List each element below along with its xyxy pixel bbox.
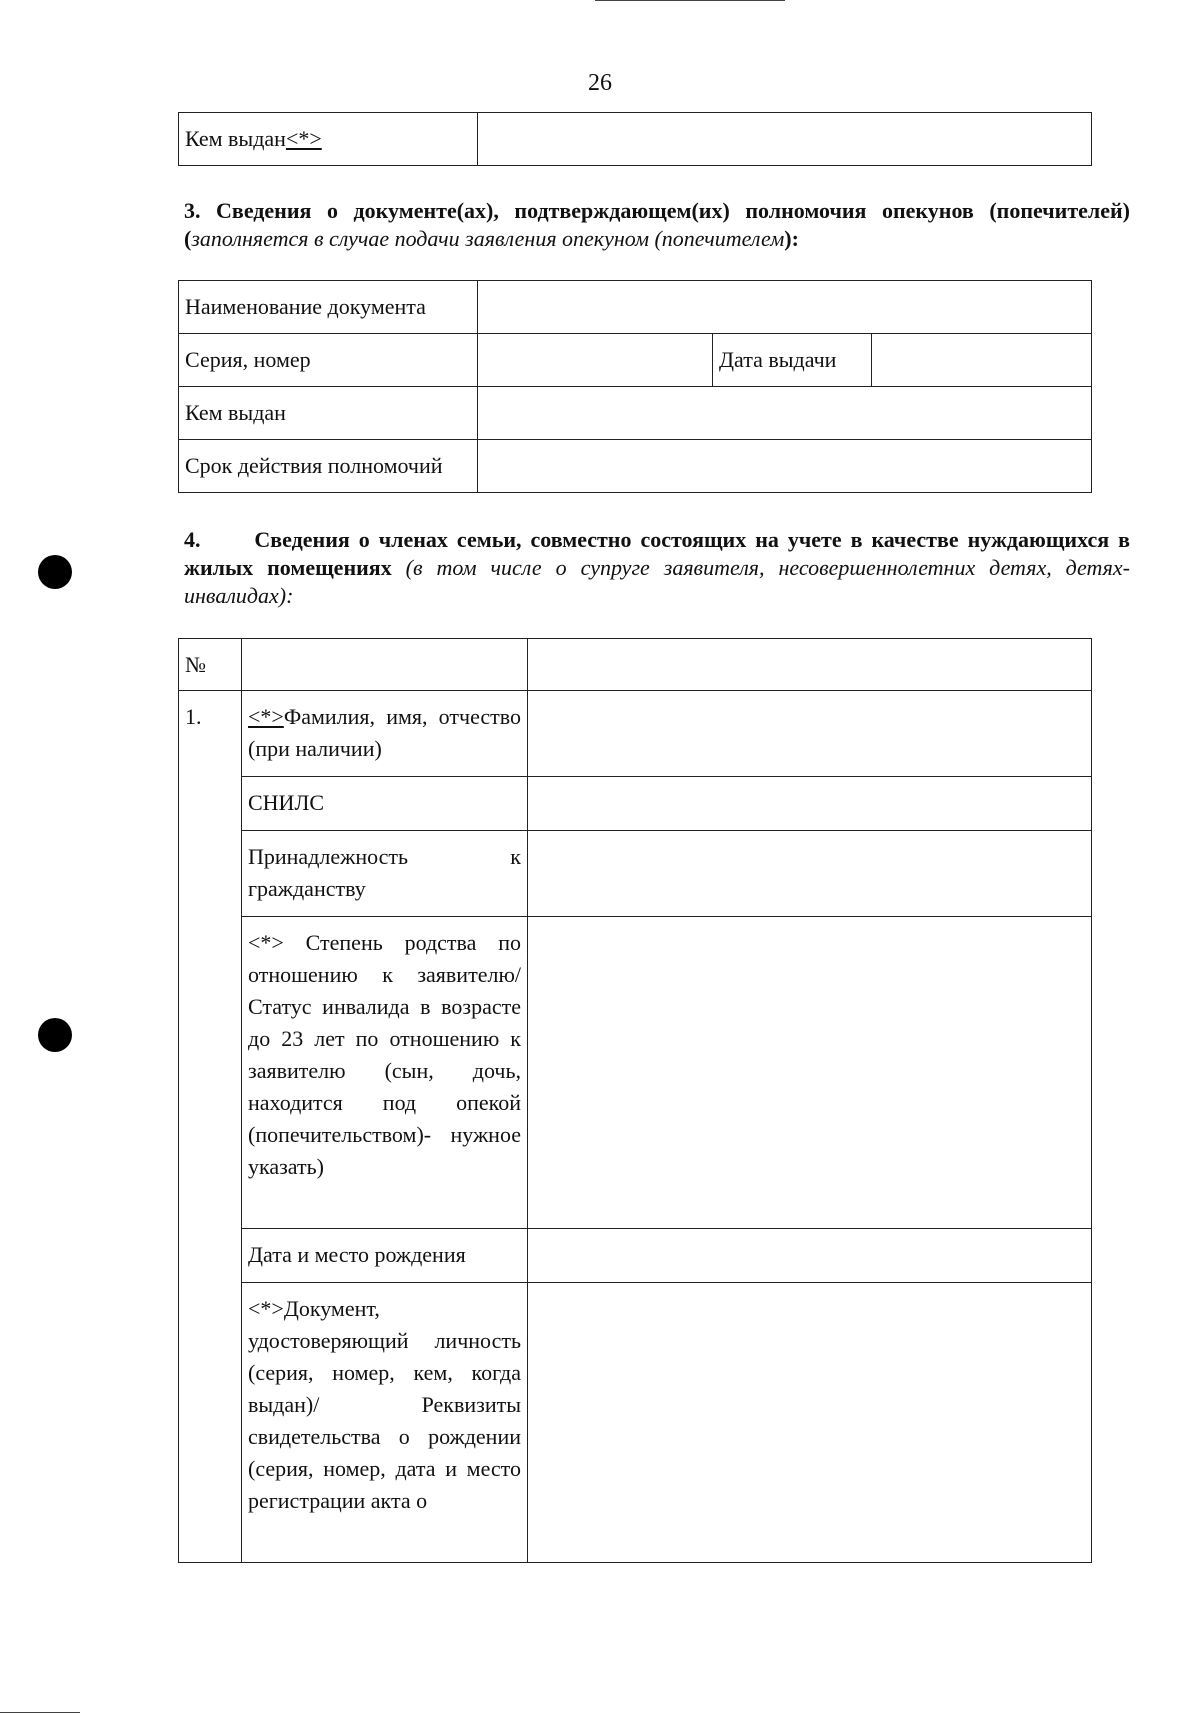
guardian-document-table (178, 280, 1092, 493)
issued-by-marker: <*> (285, 126, 322, 151)
validity-field[interactable] (478, 440, 1092, 493)
series-number-label: Серия, номер (179, 334, 478, 387)
issued-by-table (178, 112, 1092, 166)
series-number-field[interactable] (478, 334, 713, 387)
punch-hole-bottom (38, 1018, 72, 1052)
section-3-open-paren: ( (184, 226, 192, 251)
page-number: 26 (588, 70, 612, 96)
relation-label: <*> Степень родства по отношению к заявителю/ Статус инвалида в возрасте до 23 лет по отношению к заявителю (сын, дочь, находится под опекой (попечительством)- нужное указать) (242, 917, 528, 1229)
id-document-field[interactable] (528, 1283, 1092, 1563)
birth-label: Дата и место рождения (242, 1229, 528, 1283)
scan-edge-bottom (0, 1712, 80, 1713)
birth-field[interactable] (528, 1229, 1092, 1283)
punch-hole-top (38, 555, 72, 589)
header-no: № (179, 639, 242, 691)
header-field-value (528, 639, 1092, 691)
section-3-heading (184, 197, 1130, 253)
citizenship-field[interactable] (528, 831, 1092, 917)
guardian-issued-by-field[interactable] (478, 387, 1092, 440)
snils-label: СНИЛС (242, 777, 528, 831)
relation-field[interactable] (528, 917, 1092, 1229)
section-4-note: (в том числе о супруге заявителя, несовершеннолетних детях, детях-инвалидах): (184, 555, 1131, 608)
issued-by-label: Кем выдан (185, 126, 286, 151)
full-name-label-cell (242, 691, 528, 777)
issued-by-value-field[interactable] (478, 113, 1092, 166)
id-document-label: <*>Документ, удостоверяющий личность (серия, номер, кем, когда выдан)/ Реквизиты свидетельства о рождении (серия, номер, дата и место регистрации акта о (242, 1283, 528, 1563)
full-name-label: Фамилия, имя, отчество (при наличии) (248, 704, 521, 761)
issued-by-label-cell (179, 113, 478, 166)
section-4-number: 4. (184, 527, 201, 552)
guardian-issued-by-label: Кем выдан (179, 387, 478, 440)
header-field-name (242, 639, 528, 691)
family-members-table (178, 638, 1092, 1563)
section-4-title: Сведения о членах семьи, совместно состоящих на учете в качестве нуждающихся в жилых помещениях (184, 527, 1130, 580)
section-3-close: ): (784, 226, 799, 251)
snils-field[interactable] (528, 777, 1092, 831)
section-3-note: заполняется в случае подачи заявления опекуном (попечителем (191, 226, 785, 251)
issue-date-field[interactable] (872, 334, 1092, 387)
section-4-heading (184, 526, 1130, 610)
doc-name-field[interactable] (478, 281, 1092, 334)
section-3-number: 3. (184, 198, 201, 223)
scan-edge-top (595, 0, 785, 1)
issue-date-label: Дата выдачи (713, 334, 872, 387)
validity-label: Срок действия полномочий (179, 440, 478, 493)
section-3-title: Сведения о документе(ах), подтверждающем(их) полномочия опекунов (попечителей) (216, 198, 1131, 223)
full-name-field[interactable] (528, 691, 1092, 777)
full-name-marker: <*> (248, 704, 284, 729)
doc-name-label: Наименование документа (179, 281, 478, 334)
row-index: 1. (179, 691, 242, 1563)
citizenship-label: Принадлежность к гражданству (242, 831, 528, 917)
